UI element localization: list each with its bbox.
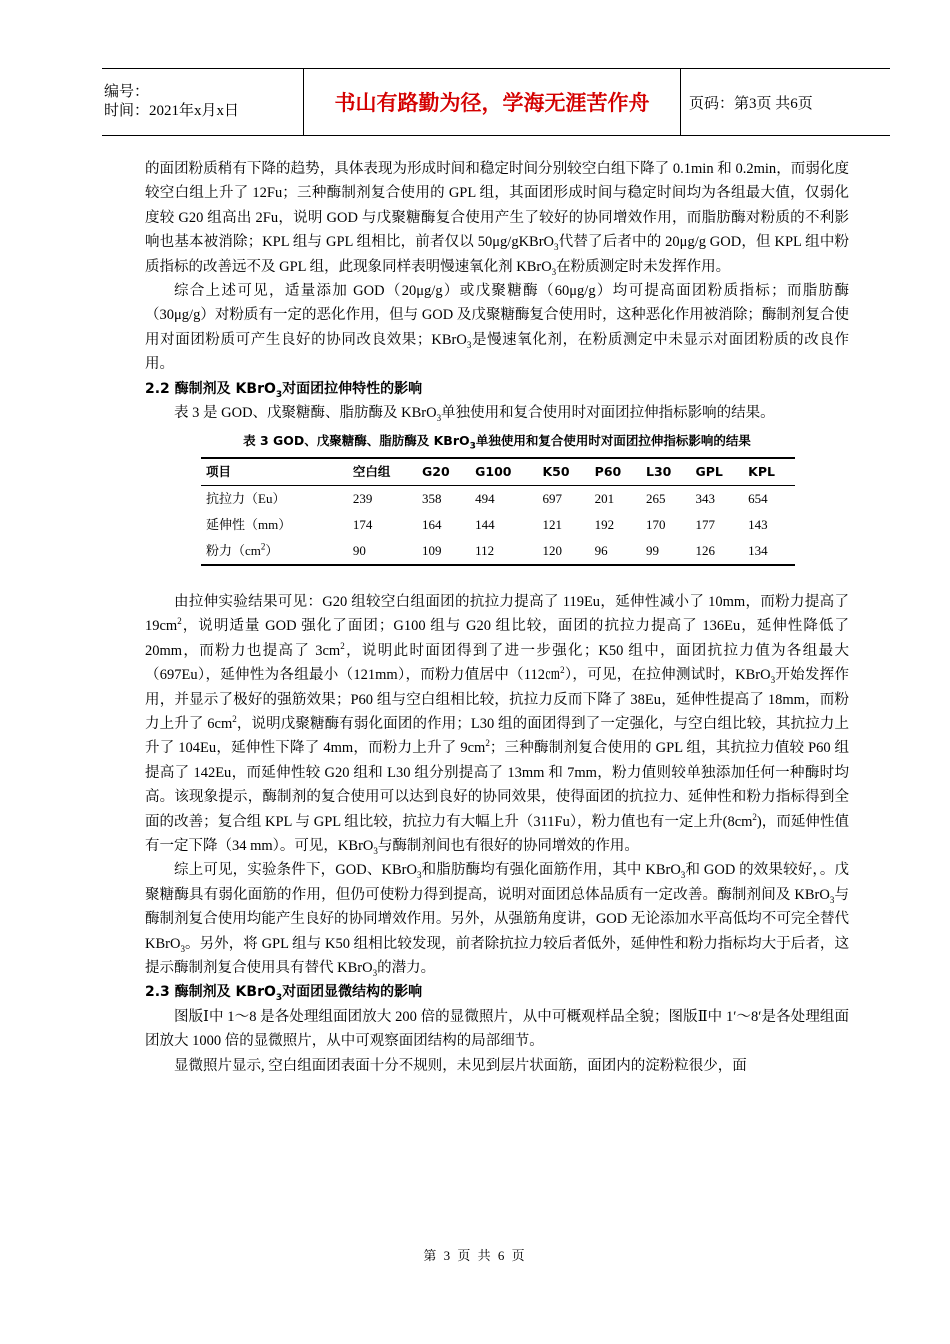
table-cell: 174 [352, 516, 373, 532]
table-cell: 358 [422, 490, 442, 506]
date-label: 时间：2021年x月x日 [104, 103, 240, 119]
col-header: G100 [470, 458, 537, 486]
table-cell: 343 [695, 490, 715, 506]
table-cell: 112 [470, 538, 537, 565]
table-cell: 144 [475, 516, 495, 532]
table-cell: 494 [475, 490, 495, 506]
header-meta [102, 69, 304, 136]
paragraph-1: 的面团粉质稍有下降的趋势，具体表现为形成时间和稳定时间分别较空白组下降了 0.1min 和 0.2min，而弱化度较空白组上升了 12Fu；三种酶制剂复合使用的 GPL 组，其面团形成时间与稳定时间均为各组最大值，仅弱化度较 G20 组高出 2Fu，说明 GOD 与戊聚糖酶复合使用产生了较好的协同增效作用，而脂肪酶对粉质的不利影响也基本被消除；KPL 组与 GPL 组相比，前者仅以 50μg/gKBrO$_3$代替了后者中的 20μg/g GOD，但 KPL 组中粉质指标的改善远不及 GPL 组，此现象同样表明慢速氧化剂 KBrO$_3$在粉质测定时未发挥作用。 [145, 161, 849, 277]
page-header [102, 68, 890, 136]
table-cell: 239 [352, 490, 373, 506]
table-3 [201, 457, 795, 566]
table-cell: 164 [422, 516, 442, 532]
header-motto: 书山有路勤为径，学海无涯苦作舟 [304, 69, 681, 136]
table-cell: 170 [646, 516, 666, 532]
table-3-title: 表 3 GOD、戊聚糖酶、脂肪酶及 KBrO$_3$单独使用和复合使用时对面团拉伸指标影响的结果 [243, 433, 751, 452]
table-cell: 90 [348, 538, 417, 565]
paragraph-3: 表 3 是 GOD、戊聚糖酶、脂肪酶及 KBrO$_3$单独使用和复合使用时对面团拉伸指标影响的结果。 [174, 405, 775, 423]
page-footer: 第 3 页 共 6 页 [423, 1248, 527, 1263]
table-row [201, 512, 795, 538]
col-header: 空白组 [348, 458, 417, 486]
table-cell: 265 [646, 490, 666, 506]
table-cell: 126 [690, 538, 743, 565]
paragraph-6: 图版Ⅰ中 1～8 是各处理组面团放大 200 倍的显微照片，从中可概观样品全貌；图版Ⅱ中 1′～8′是各处理组面团放大 1000 倍的显微照片，从中可观察面团结构的局部细节。 [145, 1008, 849, 1050]
table-cell: 99 [641, 538, 690, 565]
document-body [145, 157, 849, 1078]
table-row [201, 485, 795, 512]
col-header: G20 [417, 458, 470, 486]
header-page-label: 页码：第3页 共6页 [681, 69, 891, 136]
table-cell: 109 [417, 538, 470, 565]
paragraph-4: 由拉伸实验结果可见：G20 组较空白组面团的抗拉力提高了 119Eu，延伸性减小了 10mm，而粉力提高了 $19cm^2$，说明适量 GOD 强化了面团；G100 组与 G20 组比较，面团的抗拉力提高了 136Eu，延伸性降低了 20mm，而粉力也提高了 $3cm^2$，说明此时面团得到了进一步强化；K50 组中，面团抗拉力值为各组最大（697Eu），延伸性为各组最小（121mm），而粉力值居中（112㎝$^2$），可见，在拉伸测试时，KBrO$_3$开始发挥作用，并显示了极好的强筋效果；P60 组与空白组相比较，抗拉力反而下降了 38Eu，延伸性提高了 18mm，而粉力上升了 $6cm^2$，说明戊聚糖酶有弱化面团的作用；L30 组的面团得到了一定强化，与空白组比较，其抗拉力上升了 104Eu，延伸性下降了 4mm，而粉力上升了 $9cm^2$；三种酶制剂复合使用的 GPL 组，其抗拉力值较 P60 组提高了 142Eu，而延伸性较 G20 组和 L30 组分别提高了 13mm 和 7mm，粉力值则较单独添加任何一种酶时均高。该现象提示，酶制剂的复合使用可以达到良好的协同效果，使得面团的抗拉力、延伸性和粉力指标得到全面的改善；复合组 KPL 与 GPL 组比较，抗拉力有大幅上升（311Fu），粉力值也有一定上升$(8cm^2)$，而延伸性值有一定下降（34 mm）。可见，KBrO$_3$与酶制剂间也有很好的协同增效的作用。 [145, 593, 850, 856]
table-spacing [145, 566, 849, 590]
col-header: 项目 [201, 458, 348, 486]
section-heading-2-2: 2.2 酶制剂及 KBrO$_3$对面团拉伸特性的影响 [145, 380, 423, 400]
paragraph-7: 显微照片显示, 空白组面团表面十分不规则，未见到层片状面筋，面团内的淀粉粒很少，面 [174, 1057, 747, 1074]
table-row [201, 538, 795, 565]
table-cell: 134 [743, 538, 795, 565]
paragraph-5: 综上可见，实验条件下，GOD、KBrO$_3$和脂肪酶均有强化面筋作用，其中 KBrO$_3$和 GOD 的效果较好，。戊聚糖酶具有弱化面筋的作用，但仍可使粉力得到提高，说明对面团总体品质有一定改善。酶制剂间及 KBrO$_3$与酶制剂复合使用均能产生良好的协同增效作用。另外，从强筋角度讲，GOD 无论添加水平高低均不可完全替代 KBrO$_3$。另外，将 GPL 组与 K50 组相比较发现，前者除抗拉力较后者低外，延伸性和粉力指标均大于后者，这提示酶制剂复合使用具有替代 KBrO$_3$的潜力。 [145, 862, 850, 978]
number-label: 编号： [104, 84, 150, 100]
table-cell: 697 [542, 490, 562, 506]
table-cell: 177 [695, 516, 715, 532]
paragraph-2: 综合上述可见，适量添加 GOD（20μg/g）或戊聚糖酶（60μg/g）均可提高面团粉质指标；而脂肪酶（30μg/g）对粉质有一定的恶化作用，但与 GOD 及戊聚糖酶复合使用时，这种恶化作用被消除；酶制剂复合使用对面团粉质可产生良好的协同改良效果；KBrO$_3$是慢速氧化剂，在粉质测定中未显示对面团粉质的改良作用。 [145, 283, 850, 373]
col-header: K50 [537, 458, 589, 486]
table-cell: 121 [542, 516, 562, 532]
section-heading-2-3: 2.3 酶制剂及 KBrO$_3$对面团显微结构的影响 [145, 984, 423, 1004]
table-cell: 96 [590, 538, 641, 565]
table-cell: 654 [748, 490, 768, 506]
table-cell: 192 [594, 516, 615, 532]
table-header-row [201, 458, 795, 486]
table-cell: 120 [537, 538, 589, 565]
table-cell: 143 [748, 516, 768, 532]
col-header: KPL [743, 458, 795, 486]
table-cell: 201 [594, 490, 615, 506]
row-label: 粉力$(cm^2)$ [201, 538, 348, 565]
col-header: P60 [590, 458, 641, 486]
row-label: 延伸性（mm） [206, 516, 292, 532]
col-header: L30 [641, 458, 690, 486]
col-header: GPL [690, 458, 743, 486]
row-label: 抗拉力（Eu） [206, 490, 286, 506]
